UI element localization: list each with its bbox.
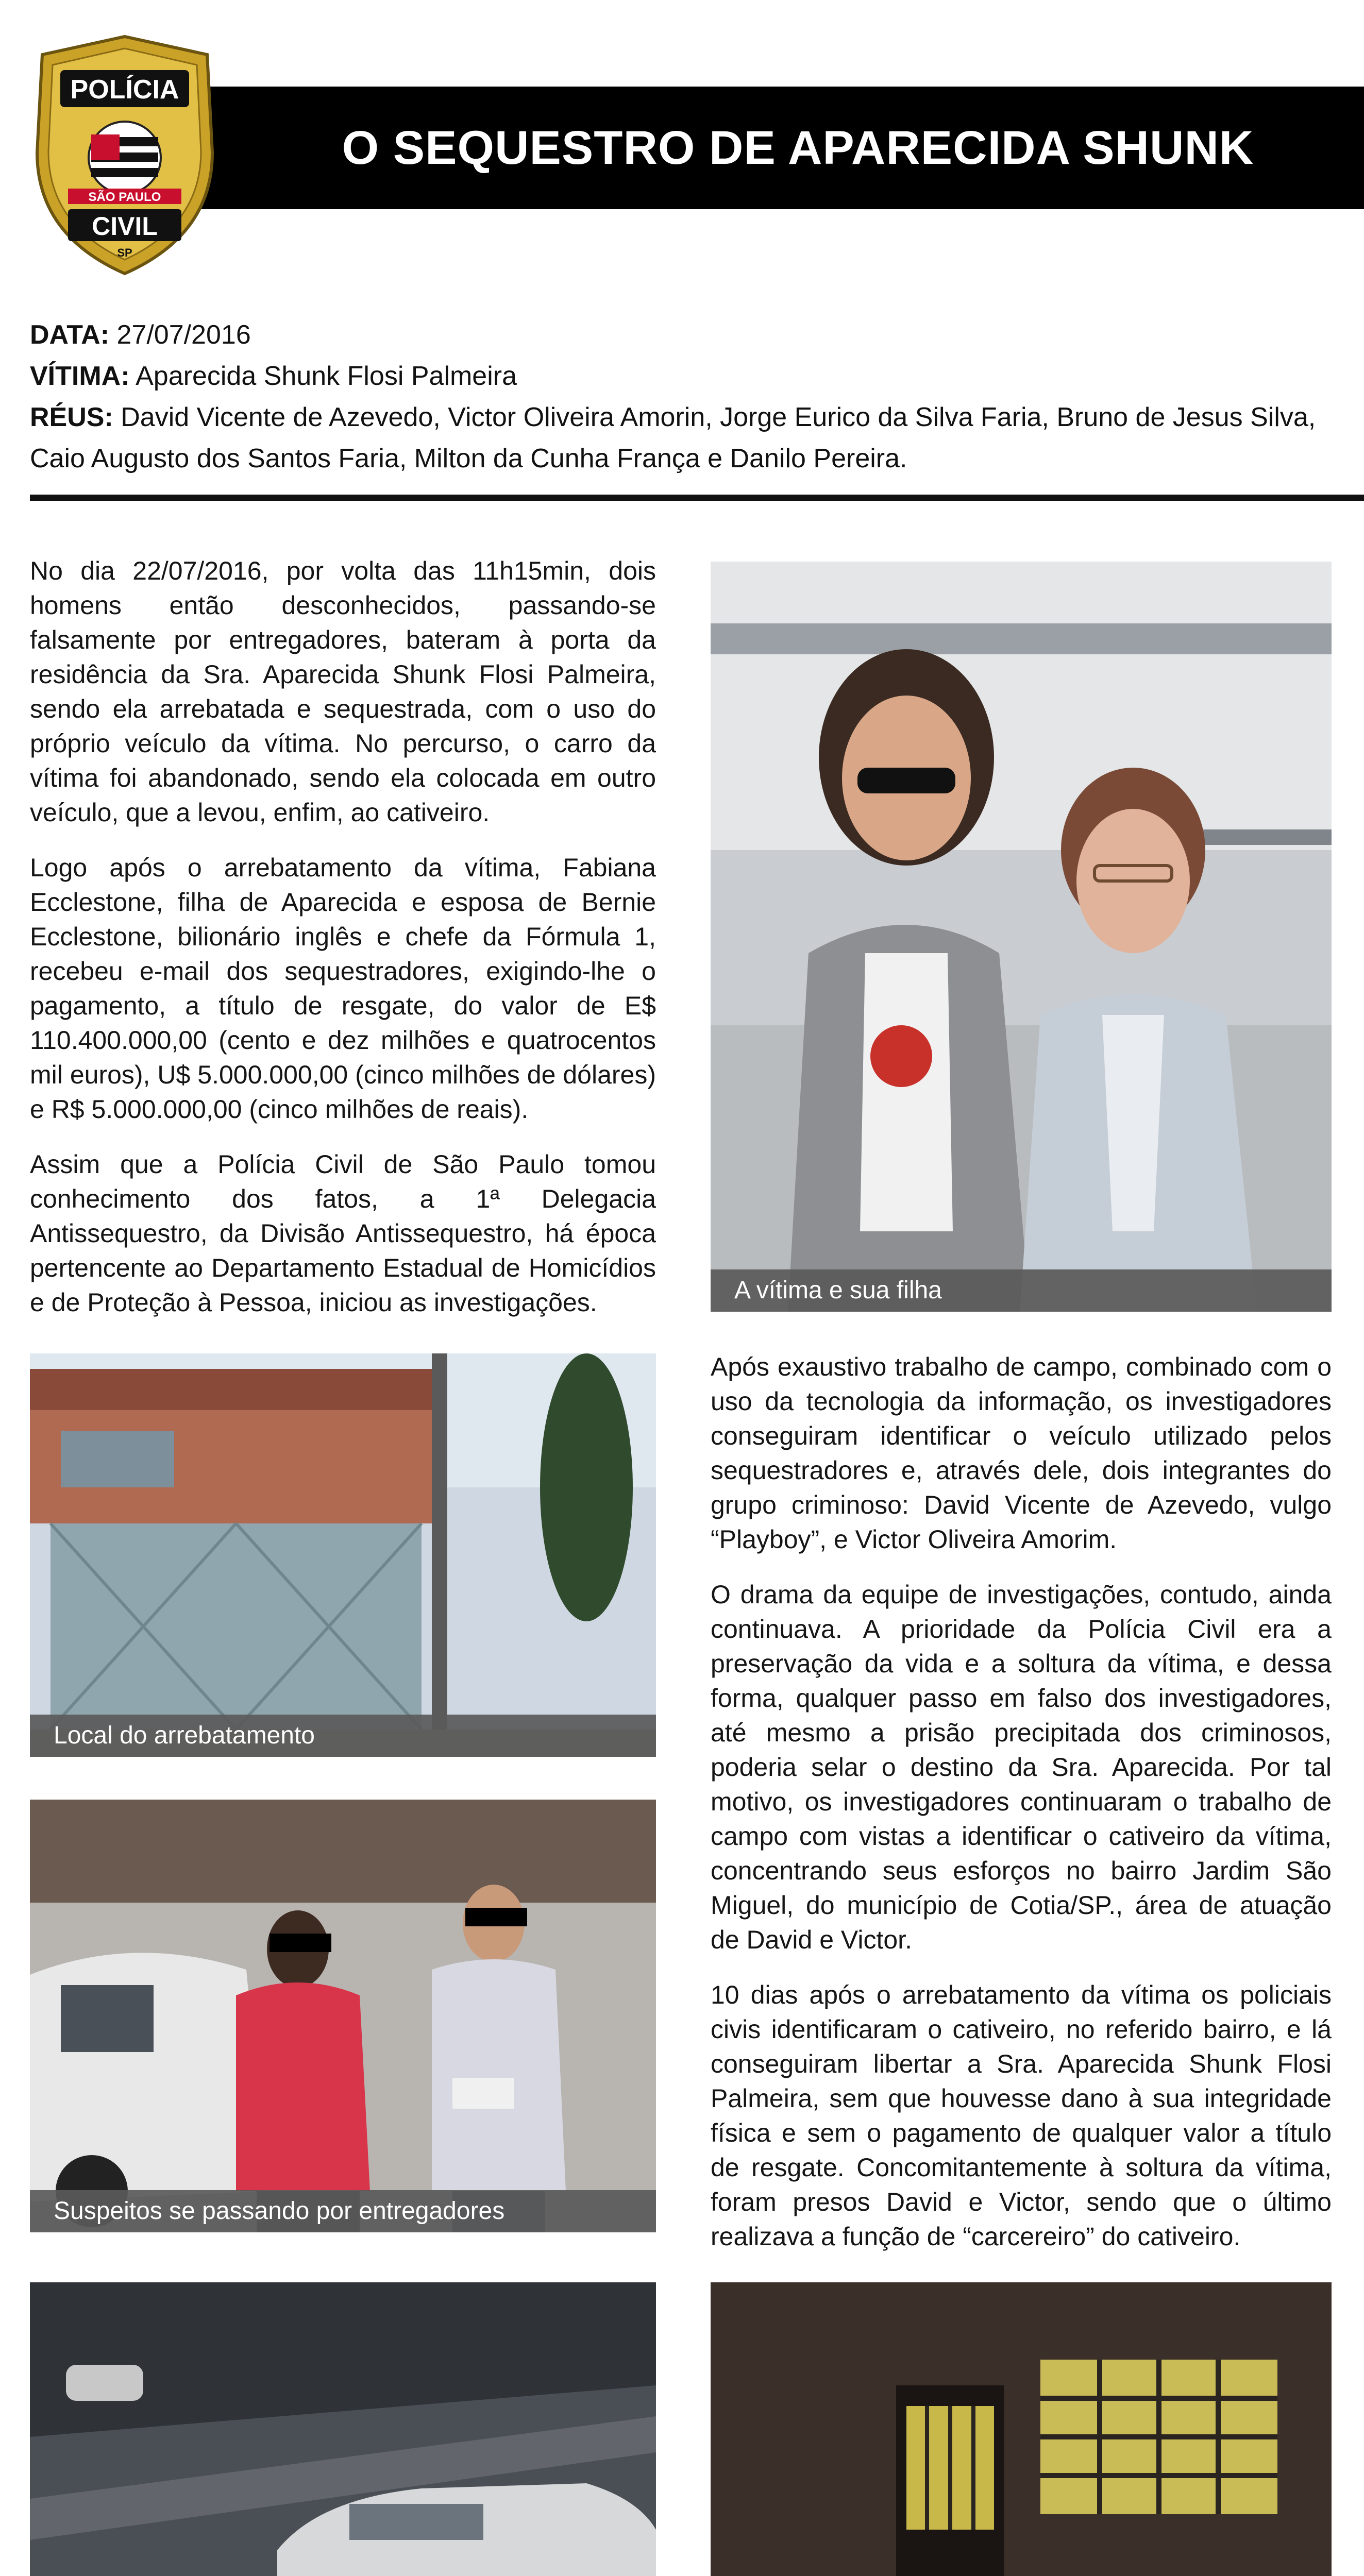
page-title: O SEQUESTRO DE APARECIDA SHUNK [342, 121, 1254, 174]
photo-suspects [30, 1800, 656, 2232]
victim-label: VÍTIMA: [30, 361, 130, 391]
paragraph-1: No dia 22/07/2016, por volta das 11h15min, dois homens então desconhecidos, passando-se falsamente por entregadores, bateram à porta da residência da Sra. Aparecida Shunk Flosi Palmeira, sendo ela arrebatada e sequestrada, com o uso do próprio veículo da vítima. No percurso, o carro da vítima foi abandonado, sendo ela colocada em outro veículo, que a levou, enfim, ao cativeiro. [30, 556, 656, 827]
right-text-block-1 [711, 1350, 1332, 2254]
date-label: DATA: [30, 320, 110, 350]
defendants-label: RÉUS: [30, 402, 113, 432]
divider [30, 495, 1364, 501]
date-line [30, 314, 1328, 355]
badge-bottom-text: CIVIL [92, 212, 158, 241]
defendants-value: David Vicente de Azevedo, Victor Oliveira Amorin, Jorge Eurico da Silva Faria, Bruno de Jesus Silva, Caio Augusto dos Santos Faria, Milton da Cunha França e Danilo Pereira. [30, 402, 1316, 473]
caption-victim-daughter: A vítima e sua filha [711, 1269, 1332, 1312]
header-band [196, 87, 1364, 209]
paragraph-4: Após exaustivo trabalho de campo, combinado com o uso da tecnologia da informação, os investigadores conseguiram identificar o veículo utilizado pelos sequestradores e, através dele, dois integrantes do grupo criminoso: David Vicente de Azevedo, vulgo “Playboy”, e Victor Oliveira Amorim. [711, 1352, 1332, 1554]
left-text-block-1 [30, 554, 656, 1320]
badge-state-text: SÃO PAULO [88, 190, 161, 204]
caption-abduction-site: Local do arrebatamento [30, 1715, 656, 1757]
caption-suspects: Suspeitos se passando por entregadores [30, 2190, 656, 2232]
paragraph-5: O drama da equipe de investigações, contudo, ainda continuava. A prioridade da Polícia Civil era a preservação da vida e a soltura da vítima, e dessa forma, qualquer passo em falso dos investigadores, até mesmo a prisão precipitada dos criminosos, poderia selar o destino da Sra. Aparecida. Por tal motivo, os investigadores continuaram o trabalho de campo com vistas a identificar o cativeiro da vítima, concentrando seus esforços no bairro Jardim São Miguel, do município de Cotia/SP., área de atuação de David e Victor. [711, 1580, 1332, 1954]
paragraph-6: 10 dias após o arrebatamento da vítima os policiais civis identificaram o cativeiro, no referido bairro, e lá conseguiram libertar a Sra. Aparecida Shunk Flosi Palmeira, sem que houvesse dano à sua integridade física e sem o pagamento de qualquer valor a título de resgate. Concomitantemente à soltura da vítima, foram presos David e Victor, sendo que o último realizava a função de “carcereiro” do cativeiro. [711, 1980, 1332, 2251]
badge-top-text: POLÍCIA [70, 75, 179, 105]
victim-line [30, 355, 1328, 397]
paragraph-2: Logo após o arrebatamento da vítima, Fabiana Ecclestone, filha de Aparecida e esposa de Bernie Ecclestone, bilionário inglês e chefe da Fórmula 1, recebeu e-mail dos sequestradores, exigindo-lhe o pagamento, a título de resgate, do valor de E$ 110.400.000,00 (cento e dez milhões e quatrocentos mil euros), U$ 5.000.000,00 (cinco milhões de dólares) e R$ 5.000.000,00 (cinco milhões de reais). [30, 853, 656, 1124]
paragraph-3: Assim que a Polícia Civil de São Paulo tomou conhecimento dos fatos, a 1ª Delegacia Antissequestro, da Divisão Antissequestro, há época pertencente ao Departamento Estadual de Homicídios e de Proteção à Pessoa, iniciou as investigações. [30, 1150, 656, 1317]
police-badge-logo [32, 34, 217, 276]
victim-value: Aparecida Shunk Flosi Palmeira [136, 361, 517, 391]
defendants-line [30, 397, 1328, 479]
photo-victim-daughter [711, 562, 1332, 1312]
photo-abduction-site [30, 1353, 656, 1757]
case-info [30, 314, 1328, 479]
date-value: 27/07/2016 [116, 320, 251, 350]
badge-sp-text: SP [117, 246, 132, 259]
photo-captivity [711, 2282, 1332, 2576]
photo-vehicle [30, 2282, 656, 2576]
